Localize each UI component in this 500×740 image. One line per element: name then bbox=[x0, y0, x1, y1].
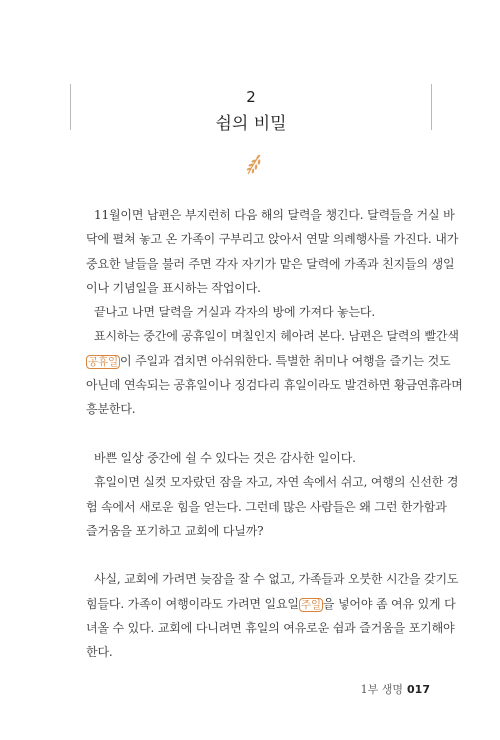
text-span: 이 주일과 겹치면 아쉬워한다. 특별한 취미나 여행을 즐기는 것도 bbox=[119, 353, 451, 368]
text-line: 아닌데 연속되는 공휴일이나 징검다리 휴일이라도 발견하면 황금연휴라며 bbox=[86, 378, 463, 393]
text-line: 표시하는 중간에 공휴일이 며칠인지 헤아려 본다. 남편은 달력의 빨간색 bbox=[94, 329, 459, 344]
text-line: 사실, 교회에 가려면 늦잠을 잘 수 없고, 가족들과 오붓한 시간을 갖기도 bbox=[94, 572, 459, 587]
body-text bbox=[86, 203, 463, 665]
chapter-number: 2 bbox=[246, 88, 256, 106]
paragraph-gap bbox=[86, 422, 414, 446]
text-line: 녀올 수 있다. 교회에 다니려면 휴일의 여유로운 쉼과 즐거움을 포기해야 bbox=[86, 621, 455, 636]
text-span: 을 넣어야 좀 여유 있게 다 bbox=[322, 596, 456, 611]
text-span: 힘들다. 가족이 여행이라도 가려면 일요일 bbox=[86, 596, 299, 611]
text-line: 험 속에서 새로운 힘을 얻는다. 그런데 많은 사람들은 왜 그런 한가함과 bbox=[86, 499, 447, 514]
holiday-tag: 공휴일 bbox=[88, 355, 118, 368]
page-footer bbox=[350, 681, 430, 697]
paragraph-gap bbox=[86, 543, 414, 567]
section-label: 1부 생명 bbox=[360, 683, 404, 696]
text-line: 휴일이면 실컷 모자랐던 잠을 자고, 자연 속에서 쉬고, 여행의 신선한 경 bbox=[94, 475, 459, 490]
text-line: 한다. bbox=[86, 645, 113, 660]
text-line: 바쁜 일상 중간에 쉴 수 있다는 것은 감사한 일이다. bbox=[94, 450, 356, 465]
text-line bbox=[86, 349, 451, 373]
chapter-title: 쉼의 비밀 bbox=[215, 114, 287, 134]
sunday-tag: 주일 bbox=[300, 598, 321, 611]
text-line bbox=[86, 592, 456, 616]
text-line: 이나 기념일을 표시하는 작업이다. bbox=[86, 280, 261, 295]
text-line: 흥분한다. bbox=[86, 402, 136, 417]
page-number: 017 bbox=[407, 683, 430, 696]
text-line: 끝나고 나면 달력을 거실과 각자의 방에 가져다 놓는다. bbox=[94, 305, 376, 320]
wheat-leaf-icon bbox=[244, 152, 264, 176]
text-line: 11월이면 남편은 부지런히 다음 해의 달력을 챙긴다. 달력들을 거실 바 bbox=[94, 208, 455, 222]
text-line: 닥에 펼쳐 놓고 온 가족이 구부리고 앉아서 연말 의례행사를 가진다. 내가 bbox=[86, 232, 459, 247]
chapter-heading bbox=[70, 84, 432, 134]
text-line: 중요한 날들을 불러 주면 각자 자기가 맡은 달력에 가족과 친지들의 생일 bbox=[86, 256, 455, 271]
text-line: 즐거움을 포기하고 교회에 다닐까? bbox=[86, 523, 264, 538]
